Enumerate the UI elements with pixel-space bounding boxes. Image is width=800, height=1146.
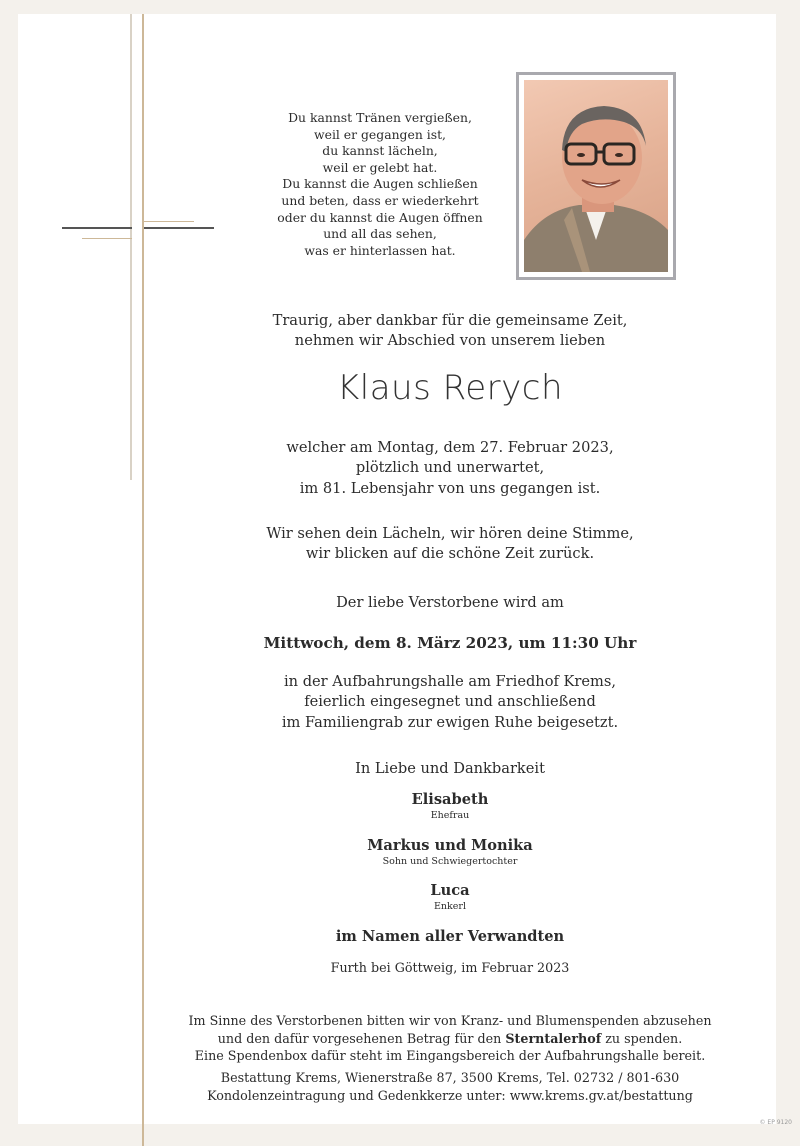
death-info-line: welcher am Montag, dem 27. Februar 2023, (150, 438, 750, 458)
donation-notice (150, 1012, 750, 1065)
ceremony-details (150, 672, 750, 733)
deceased-name: Klaus Rerych (150, 368, 750, 408)
ceremony-date: Mittwoch, dem 8. März 2023, um 11:30 Uhr (150, 633, 750, 653)
poem (265, 110, 495, 259)
mourner-relation: Enkerl (150, 901, 750, 913)
death-info-line: im 81. Lebensjahr von uns gegangen ist. (150, 479, 750, 499)
quote-line: Wir sehen dein Lächeln, wir hören deine Stimme, (150, 524, 750, 544)
poem-line: und beten, dass er wiederkehrt (265, 193, 495, 210)
cross-vertical-gold-line (142, 14, 144, 1146)
donation-line: Eine Spendenbox dafür steht im Eingangsbereich der Aufbahrungshalle bereit. (150, 1047, 750, 1065)
poem-line: und all das sehen, (265, 226, 495, 243)
intro-text (150, 311, 750, 352)
funeral-home-line: Bestattung Krems, Wienerstraße 87, 3500 Krems, Tel. 02732 / 801-630 (150, 1069, 750, 1087)
poem-line: was er hinterlassen hat. (265, 243, 495, 260)
cross-vertical-line (130, 14, 132, 480)
cross-horizontal-right (144, 227, 214, 229)
ceremony-details-line: in der Aufbahrungshalle am Friedhof Krems, (150, 672, 750, 692)
poem-line: oder du kannst die Augen öffnen (265, 210, 495, 227)
mourner-name: Luca (150, 881, 750, 901)
cross-horizontal-left (62, 227, 132, 229)
print-code: © EP 9120 (760, 1119, 793, 1126)
ceremony-intro: Der liebe Verstorbene wird am (150, 593, 750, 613)
donation-line (150, 1030, 750, 1048)
funeral-home-info (150, 1069, 750, 1104)
ceremony-details-line: feierlich eingesegnet und anschließend (150, 692, 750, 712)
intro-line: nehmen wir Abschied von unserem lieben (150, 331, 750, 351)
funeral-home-line: Kondolenzeintragung und Gedenkkerze unter: www.krems.gv.at/bestattung (150, 1087, 750, 1105)
portrait-photo (524, 80, 668, 272)
ceremony-details-line: im Familiengrab zur ewigen Ruhe beigesetzt. (150, 713, 750, 733)
place-date: Furth bei Göttweig, im Februar 2023 (150, 959, 750, 977)
intro-line: Traurig, aber dankbar für die gemeinsame Zeit, (150, 311, 750, 331)
poem-line: Du kannst die Augen schließen (265, 176, 495, 193)
poem-line: weil er gelebt hat. (265, 160, 495, 177)
closing: In Liebe und Dankbarkeit (150, 759, 750, 779)
cross-accent-left (82, 238, 132, 239)
portrait-frame (516, 72, 676, 280)
mourner-name: Markus und Monika (150, 836, 750, 856)
relatives: im Namen aller Verwandten (150, 927, 750, 947)
donation-text: zu spenden. (601, 1031, 682, 1046)
poem-line: Du kannst Tränen vergießen, (265, 110, 495, 127)
mourner-name: Elisabeth (150, 790, 750, 810)
cross-accent-right (144, 221, 194, 222)
death-info (150, 438, 750, 499)
donation-recipient: Sterntalerhof (505, 1031, 601, 1046)
poem-line: du kannst lächeln, (265, 143, 495, 160)
quote-line: wir blicken auf die schöne Zeit zurück. (150, 544, 750, 564)
donation-text: und den dafür vorgesehenen Betrag für den (218, 1031, 506, 1046)
mourner-relation: Ehefrau (150, 810, 750, 822)
death-info-line: plötzlich und unerwartet, (150, 458, 750, 478)
mourner-relation: Sohn und Schwiegertochter (150, 856, 750, 868)
donation-line: Im Sinne des Verstorbenen bitten wir von Kranz- und Blumenspenden abzusehen (150, 1012, 750, 1030)
poem-line: weil er gegangen ist, (265, 127, 495, 144)
quote (150, 524, 750, 565)
